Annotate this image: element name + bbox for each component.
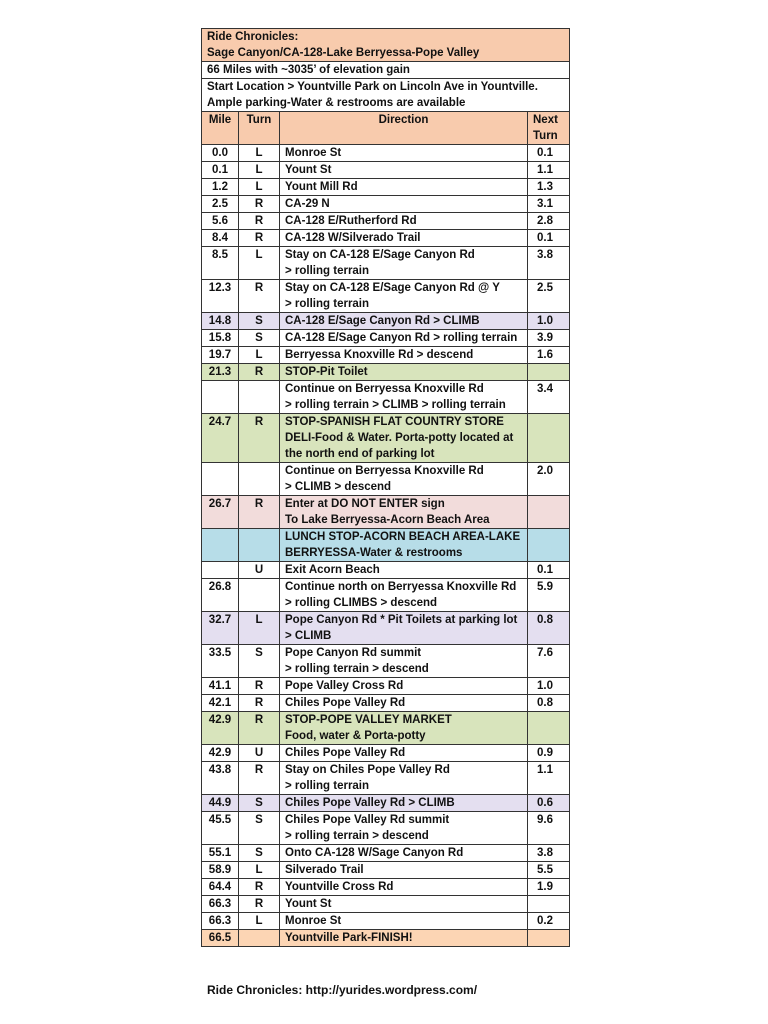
direction-line: Yountville Cross Rd	[285, 881, 394, 893]
direction-line: Enter at DO NOT ENTER sign	[285, 498, 445, 510]
cue-turn	[239, 930, 280, 947]
direction-line: > CLIMB > descend	[285, 481, 392, 493]
cue-row	[202, 678, 570, 695]
cue-mile	[202, 562, 239, 579]
cue-row	[202, 145, 570, 162]
cue-row	[202, 645, 570, 678]
cue-row	[202, 463, 570, 496]
direction-line: Pope Valley Cross Rd	[285, 680, 404, 692]
cue-direction	[280, 162, 528, 179]
direction-line: DELI-Food & Water. Porta-potty located at	[285, 432, 514, 444]
col-header-turn: Turn	[239, 112, 280, 145]
col-header-mile: Mile	[202, 112, 239, 145]
direction-line: Chiles Pope Valley Rd	[285, 747, 406, 759]
cue-direction	[280, 930, 528, 947]
cue-direction	[280, 579, 528, 612]
direction-line: Food, water & Porta-potty	[285, 730, 426, 742]
distance-row	[202, 62, 570, 79]
direction-line: Stay on CA-128 E/Sage Canyon Rd @ Y	[285, 282, 500, 294]
direction-line: Yount St	[285, 898, 332, 910]
direction-line: Chiles Pope Valley Rd > CLIMB	[285, 797, 455, 809]
cue-row	[202, 213, 570, 230]
cue-direction	[280, 795, 528, 812]
cue-direction	[280, 645, 528, 678]
cue-row	[202, 795, 570, 812]
direction-line: Chiles Pope Valley Rd	[285, 697, 406, 709]
ride-title	[202, 29, 570, 62]
direction-line: CA-128 E/Sage Canyon Rd > rolling terrain	[285, 332, 518, 344]
cue-turn: R	[239, 712, 280, 745]
cue-mile: 8.5	[202, 247, 239, 280]
cue-turn: U	[239, 745, 280, 762]
cue-mile: 41.1	[202, 678, 239, 695]
cue-mile: 58.9	[202, 862, 239, 879]
direction-line: > rolling terrain	[285, 298, 370, 310]
cue-direction	[280, 762, 528, 795]
cue-direction	[280, 529, 528, 562]
start-location-row	[202, 79, 570, 112]
direction-line: > rolling terrain	[285, 780, 370, 792]
cue-direction	[280, 913, 528, 930]
cue-row	[202, 712, 570, 745]
cue-next-turn: 5.5	[528, 862, 570, 879]
cue-mile: 24.7	[202, 414, 239, 463]
title-row	[202, 29, 570, 62]
cue-direction	[280, 179, 528, 196]
cue-row	[202, 812, 570, 845]
cue-next-turn: 3.8	[528, 247, 570, 280]
cue-next-turn	[528, 529, 570, 562]
cue-next-turn	[528, 364, 570, 381]
direction-line: > rolling terrain > CLIMB > rolling terrain	[285, 399, 506, 411]
cue-direction	[280, 879, 528, 896]
direction-line: Chiles Pope Valley Rd summit	[285, 814, 450, 826]
cue-turn: U	[239, 562, 280, 579]
cue-direction	[280, 812, 528, 845]
cue-next-turn: 0.8	[528, 695, 570, 712]
cue-direction	[280, 381, 528, 414]
cue-row	[202, 745, 570, 762]
cue-row	[202, 414, 570, 463]
cue-next-turn	[528, 414, 570, 463]
cue-direction	[280, 712, 528, 745]
cue-turn: R	[239, 196, 280, 213]
cue-direction	[280, 695, 528, 712]
cue-direction	[280, 145, 528, 162]
direction-line: BERRYESSA-Water & restrooms	[285, 547, 463, 559]
cue-direction	[280, 196, 528, 213]
cue-row	[202, 695, 570, 712]
cue-direction	[280, 562, 528, 579]
cue-turn: R	[239, 695, 280, 712]
cue-sheet-table	[201, 28, 570, 947]
direction-line: Onto CA-128 W/Sage Canyon Rd	[285, 847, 464, 859]
cue-turn: S	[239, 330, 280, 347]
direction-line: Pope Canyon Rd summit	[285, 647, 422, 659]
cue-mile: 26.8	[202, 579, 239, 612]
cue-mile: 42.1	[202, 695, 239, 712]
start-line-1: Start Location > Yountville Park on Lincoln Ave in Yountville.	[207, 81, 538, 93]
cue-turn	[239, 529, 280, 562]
cue-next-turn: 1.1	[528, 162, 570, 179]
direction-line: Pope Canyon Rd * Pit Toilets at parking lot	[285, 614, 518, 626]
direction-line: Continue on Berryessa Knoxville Rd	[285, 465, 484, 477]
cue-direction	[280, 213, 528, 230]
direction-line: CA-128 E/Rutherford Rd	[285, 215, 417, 227]
cue-mile: 26.7	[202, 496, 239, 529]
title-line-1: Ride Chronicles:	[207, 31, 299, 43]
direction-line: > rolling terrain > descend	[285, 830, 429, 842]
cue-direction	[280, 313, 528, 330]
cue-direction	[280, 247, 528, 280]
cue-next-turn: 1.6	[528, 347, 570, 364]
cue-mile: 43.8	[202, 762, 239, 795]
cue-next-turn: 1.0	[528, 678, 570, 695]
direction-line: Continue on Berryessa Knoxville Rd	[285, 383, 484, 395]
direction-line: LUNCH STOP-ACORN BEACH AREA-LAKE	[285, 531, 521, 543]
cue-mile: 33.5	[202, 645, 239, 678]
cue-turn: L	[239, 347, 280, 364]
cue-turn: L	[239, 179, 280, 196]
cue-next-turn: 5.9	[528, 579, 570, 612]
cue-row	[202, 162, 570, 179]
cue-mile: 12.3	[202, 280, 239, 313]
cue-direction	[280, 862, 528, 879]
cue-turn	[239, 463, 280, 496]
cue-row	[202, 247, 570, 280]
direction-line: Stay on CA-128 E/Sage Canyon Rd	[285, 249, 475, 261]
cue-turn: S	[239, 313, 280, 330]
cue-direction	[280, 280, 528, 313]
direction-line: > rolling CLIMBS > descend	[285, 597, 438, 609]
cue-turn: L	[239, 145, 280, 162]
cue-row	[202, 896, 570, 913]
cue-row	[202, 313, 570, 330]
column-header-row	[202, 112, 570, 145]
cue-mile: 66.5	[202, 930, 239, 947]
direction-line: Stay on Chiles Pope Valley Rd	[285, 764, 450, 776]
cue-turn: R	[239, 364, 280, 381]
cue-direction	[280, 678, 528, 695]
cue-turn: R	[239, 896, 280, 913]
cue-next-turn: 0.9	[528, 745, 570, 762]
direction-line: Exit Acorn Beach	[285, 564, 380, 576]
cue-mile: 32.7	[202, 612, 239, 645]
cue-mile	[202, 463, 239, 496]
cue-mile: 55.1	[202, 845, 239, 862]
direction-line: CA-29 N	[285, 198, 330, 210]
cue-next-turn: 2.5	[528, 280, 570, 313]
direction-line: Yountville Park-FINISH!	[285, 932, 413, 944]
cue-row	[202, 612, 570, 645]
col-header-next-turn	[528, 112, 570, 145]
cue-next-turn: 0.6	[528, 795, 570, 812]
cue-mile: 42.9	[202, 745, 239, 762]
cue-turn: R	[239, 496, 280, 529]
direction-line: > CLIMB	[285, 630, 332, 642]
cue-turn: L	[239, 612, 280, 645]
start-location	[202, 79, 570, 112]
cue-mile: 15.8	[202, 330, 239, 347]
start-line-2: Ample parking-Water & restrooms are available	[207, 97, 466, 109]
cue-row	[202, 280, 570, 313]
cue-direction	[280, 230, 528, 247]
cue-row	[202, 179, 570, 196]
cue-next-turn: 0.1	[528, 230, 570, 247]
cue-direction	[280, 347, 528, 364]
cue-mile: 2.5	[202, 196, 239, 213]
cue-next-turn: 1.0	[528, 313, 570, 330]
direction-line: To Lake Berryessa-Acorn Beach Area	[285, 514, 490, 526]
cue-next-turn: 3.8	[528, 845, 570, 862]
cue-next-turn: 1.3	[528, 179, 570, 196]
cue-row	[202, 196, 570, 213]
cue-turn: R	[239, 280, 280, 313]
cue-next-turn: 1.9	[528, 879, 570, 896]
cue-row	[202, 496, 570, 529]
cue-direction	[280, 496, 528, 529]
cue-mile: 0.0	[202, 145, 239, 162]
direction-line: > rolling terrain	[285, 265, 370, 277]
cue-direction	[280, 463, 528, 496]
cue-turn: S	[239, 645, 280, 678]
cue-row	[202, 762, 570, 795]
cue-turn: L	[239, 862, 280, 879]
cue-turn: S	[239, 795, 280, 812]
cue-mile: 5.6	[202, 213, 239, 230]
direction-line: CA-128 W/Silverado Trail	[285, 232, 421, 244]
direction-line: Berryessa Knoxville Rd > descend	[285, 349, 474, 361]
cue-next-turn: 3.9	[528, 330, 570, 347]
cue-mile: 19.7	[202, 347, 239, 364]
title-line-2: Sage Canyon/CA-128-Lake Berryessa-Pope Valley	[207, 47, 480, 59]
direction-line: Yount Mill Rd	[285, 181, 358, 193]
cue-row	[202, 862, 570, 879]
cue-row	[202, 913, 570, 930]
direction-line: > rolling terrain > descend	[285, 663, 429, 675]
cue-turn: R	[239, 414, 280, 463]
direction-line: Monroe St	[285, 147, 342, 159]
cue-next-turn	[528, 930, 570, 947]
direction-line: Yount St	[285, 164, 332, 176]
cue-mile: 64.4	[202, 879, 239, 896]
cue-row	[202, 879, 570, 896]
col-header-next-line-1: Next	[533, 114, 558, 126]
direction-line: the north end of parking lot	[285, 448, 435, 460]
cue-direction	[280, 845, 528, 862]
cue-turn: R	[239, 678, 280, 695]
col-header-next-line-2: Turn	[533, 130, 558, 142]
cue-row	[202, 529, 570, 562]
cue-row	[202, 579, 570, 612]
cue-turn: R	[239, 879, 280, 896]
cue-next-turn: 2.8	[528, 213, 570, 230]
cue-mile: 42.9	[202, 712, 239, 745]
cue-next-turn: 0.8	[528, 612, 570, 645]
cue-direction	[280, 745, 528, 762]
cue-mile: 21.3	[202, 364, 239, 381]
col-header-direction: Direction	[280, 112, 528, 145]
direction-line: STOP-SPANISH FLAT COUNTRY STORE	[285, 416, 504, 428]
cue-row	[202, 845, 570, 862]
cue-direction	[280, 896, 528, 913]
direction-line: Monroe St	[285, 915, 342, 927]
cue-mile: 14.8	[202, 313, 239, 330]
direction-line: Silverado Trail	[285, 864, 364, 876]
cue-turn: S	[239, 845, 280, 862]
cue-turn: L	[239, 247, 280, 280]
cue-row	[202, 381, 570, 414]
cue-direction	[280, 612, 528, 645]
cue-turn	[239, 381, 280, 414]
cue-row	[202, 930, 570, 947]
cue-mile	[202, 529, 239, 562]
cue-next-turn: 3.1	[528, 196, 570, 213]
cue-row	[202, 562, 570, 579]
cue-mile	[202, 381, 239, 414]
cue-next-turn	[528, 496, 570, 529]
cue-turn: R	[239, 230, 280, 247]
cue-row	[202, 347, 570, 364]
cue-next-turn: 3.4	[528, 381, 570, 414]
cue-next-turn: 0.2	[528, 913, 570, 930]
direction-line: CA-128 E/Sage Canyon Rd > CLIMB	[285, 315, 480, 327]
cue-mile: 8.4	[202, 230, 239, 247]
cue-turn: S	[239, 812, 280, 845]
distance-summary: 66 Miles with ~3035’ of elevation gain	[202, 62, 570, 79]
cue-next-turn: 1.1	[528, 762, 570, 795]
direction-line: STOP-Pit Toilet	[285, 366, 368, 378]
cue-mile: 1.2	[202, 179, 239, 196]
cue-mile: 66.3	[202, 896, 239, 913]
direction-line: STOP-POPE VALLEY MARKET	[285, 714, 452, 726]
cue-next-turn: 0.1	[528, 562, 570, 579]
cue-next-turn	[528, 712, 570, 745]
cue-next-turn: 9.6	[528, 812, 570, 845]
cue-direction	[280, 364, 528, 381]
cue-turn: L	[239, 162, 280, 179]
cue-turn: R	[239, 213, 280, 230]
cue-direction	[280, 414, 528, 463]
cue-row	[202, 364, 570, 381]
cue-mile: 45.5	[202, 812, 239, 845]
cue-turn: L	[239, 913, 280, 930]
cue-next-turn: 0.1	[528, 145, 570, 162]
cue-next-turn: 7.6	[528, 645, 570, 678]
cue-next-turn: 2.0	[528, 463, 570, 496]
footer-credit: Ride Chronicles: http://yurides.wordpress.com/	[207, 983, 478, 997]
direction-line: Continue north on Berryessa Knoxville Rd	[285, 581, 517, 593]
cue-row	[202, 330, 570, 347]
cue-direction	[280, 330, 528, 347]
cue-turn	[239, 579, 280, 612]
cue-mile: 44.9	[202, 795, 239, 812]
cue-turn: R	[239, 762, 280, 795]
cue-row	[202, 230, 570, 247]
cue-mile: 0.1	[202, 162, 239, 179]
cue-mile: 66.3	[202, 913, 239, 930]
cue-next-turn	[528, 896, 570, 913]
